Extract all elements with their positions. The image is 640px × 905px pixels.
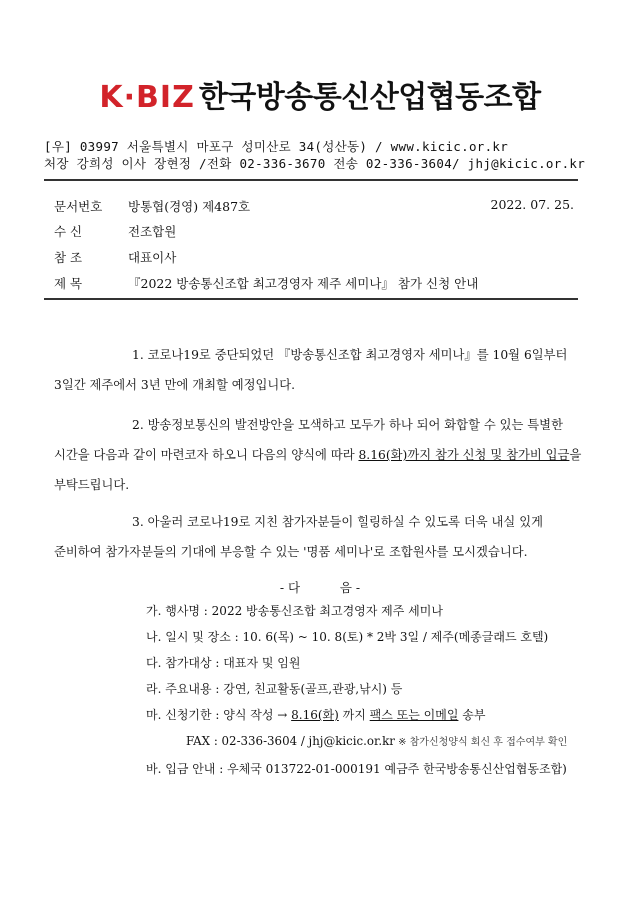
details-title: - 다 음 - [279, 580, 361, 595]
p1-line2: 3일간 제주에서 3년 만에 개최할 예정입니다. [54, 378, 296, 392]
p3-line2: 준비하여 참가자분들의 기대에 부응할 수 있는 '명품 세미나'로 조합원사를 모시겠습니다. [54, 545, 528, 559]
p2-line2-pre: 시간을 다음과 같이 마련코자 하오니 다음의 양식에 따라 [54, 448, 359, 462]
doc-number-label: 문서번호 [54, 199, 103, 214]
p2-deadline-underlined: 8.16(화)까지 참가 신청 및 참가비 입금 [358, 448, 570, 462]
divider-top [44, 179, 578, 181]
detail-item-deadline [146, 702, 586, 728]
org-logo [0, 72, 640, 116]
p2-line2 [54, 440, 582, 470]
address-line: [우] 03997 서울특별시 마포구 성미산로 34(성산동) / www.kicic.or.kr [44, 139, 509, 154]
p1-line1: 1. 코로나19로 중단되었던 『방송통신조합 최고경영자 세미나』를 10월 6일부터 [132, 348, 568, 362]
fax-email-contact: FAX : 02-336-3604 / jhj@kicic.or.kr [186, 734, 395, 748]
detail-item-participants: 다. 참가대상 : 대표자 및 임원 [146, 656, 301, 670]
deadline-mid: 까지 [338, 708, 370, 722]
logo-org-name: 한국방송통신산업협동조합 [198, 80, 541, 115]
subject-value: 『2022 방송통신조합 최고경영자 제주 세미나』 참가 신청 안내 [128, 276, 479, 291]
details-list [146, 598, 586, 782]
deadline-post: 송부 [458, 708, 486, 722]
contact-line: 처장 강희성 이사 장현정 /전화 02-336-3670 전송 02-336-3604/ jhj@kicic.or.kr [44, 156, 586, 171]
detail-item-event-name: 가. 행사명 : 2022 방송통신조합 최고경영자 제주 세미나 [146, 604, 443, 618]
logo-brand: K·BIZ [99, 80, 195, 115]
detail-item-date-venue: 나. 일시 및 장소 : 10. 6(목) ~ 10. 8(토) * 2박 3일 / 제주(메종글래드 호텔) [146, 630, 549, 644]
meta-subject [54, 274, 574, 292]
confirm-note: ※ 참가신청양식 회신 후 접수여부 확인 [394, 737, 568, 748]
meta-recipient [54, 222, 574, 240]
reference-label: 참 조 [54, 250, 83, 265]
deadline-pre: 마. 신청기한 : 양식 작성 → [146, 708, 292, 722]
meta-reference [54, 248, 574, 266]
detail-item-fax-email [146, 728, 586, 756]
p2-line2-post: 을 [569, 448, 582, 462]
subject-label: 제 목 [54, 276, 83, 291]
meta-doc-number [54, 197, 574, 215]
deadline-date: 8.16(화) [291, 708, 339, 722]
deadline-method: 팩스 또는 이메일 [369, 708, 459, 722]
doc-number-value: 방통협(경영) 제487호 [128, 199, 251, 214]
detail-item-payment: 바. 입금 안내 : 우체국 013722-01-000191 예금주 한국방송통신산업협동조합) [146, 762, 567, 776]
recipient-value: 전조합원 [128, 224, 177, 239]
doc-date: 2022. 07. 25. [490, 197, 574, 212]
divider-bottom [44, 298, 578, 300]
recipient-label: 수 신 [54, 224, 83, 239]
paragraph-3 [54, 507, 576, 567]
reference-value: 대표이사 [128, 250, 177, 265]
p2-line1: 2. 방송정보통신의 발전방안을 모색하고 모두가 하나 되어 화합할 수 있는 특별한 [132, 418, 563, 432]
paragraph-2 [54, 410, 582, 500]
detail-item-contents: 라. 주요내용 : 강연, 친교활동(골프,관광,낚시) 등 [146, 682, 403, 696]
p3-line1: 3. 아울러 코로나19로 지친 참가자분들이 힐링하실 수 있도록 더욱 내실 있게 [132, 515, 543, 529]
p2-line3: 부탁드립니다. [54, 478, 130, 492]
paragraph-1 [54, 340, 576, 400]
